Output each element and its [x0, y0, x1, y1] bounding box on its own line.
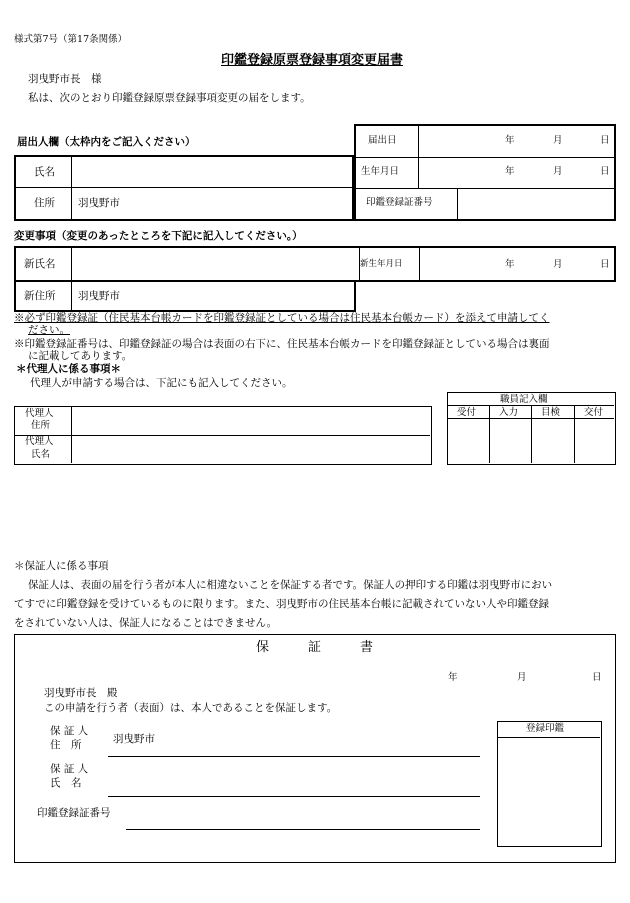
addressee: 羽曳野市長 様	[28, 73, 102, 85]
seal-label: 登録印鑑	[526, 723, 565, 734]
note-1-line-2: ださい。	[28, 324, 70, 336]
form-number: 様式第7号（第17条関係）	[14, 34, 128, 45]
guarantor-name-label-2: 氏 名	[50, 777, 82, 789]
agent-name-label-1: 代理人	[25, 436, 54, 447]
guarantor-address-label-2: 住 所	[50, 739, 82, 751]
guarantor-text-line-2: てすでに印鑑登録を受けているものに限ります。また、羽曳野市の住民基本台帳に記載されていない人や印鑑登録	[14, 598, 549, 610]
certificate-day: 日	[592, 672, 602, 683]
staff-heading: 職員記入欄	[500, 394, 548, 405]
agent-address-label-2: 住所	[31, 420, 51, 431]
agent-instruction: 代理人が申請する場合は、下記にも記入してください。	[30, 377, 293, 389]
guarantor-cert-no-label: 印鑑登録証番号	[37, 807, 111, 819]
date-month: 月	[553, 135, 563, 146]
note-2-line-1: ※印鑑登録証番号は、印鑑登録証の場合は表面の右下に、住民基本台帳カードを印鑑登録証としている場合は裏面	[14, 338, 550, 350]
new-address-label: 新住所	[24, 290, 56, 302]
certificate-title: 保 証 書	[256, 640, 374, 655]
staff-col-reception: 受付	[457, 407, 477, 418]
seal-area[interactable]	[499, 738, 600, 844]
new-name-field[interactable]	[72, 248, 354, 280]
name-field[interactable]	[72, 157, 352, 186]
agent-name-label-2: 氏名	[31, 449, 51, 460]
note-1-line-1: ※必ず印鑑登録証（住民基本台帳カードを印鑑登録証としている場合は住民基本台帳カード）を添えて申請してく	[14, 312, 550, 324]
certificate-addressee: 羽曳野市長 殿	[44, 687, 118, 699]
new-address-table	[14, 280, 356, 312]
guarantor-name-label-1: 保 証 人	[50, 763, 89, 775]
agent-heading: ＊代理人に係る事項＊	[16, 363, 121, 375]
guarantor-address-label-1: 保 証 人	[50, 725, 89, 737]
staff-col-input: 入力	[499, 407, 519, 418]
birth-label: 生年月日	[361, 166, 400, 177]
date-year: 年	[505, 135, 515, 146]
cert-no-label: 印鑑登録証番号	[366, 197, 433, 208]
certificate-statement: この申請を行う者（表面）は、本人であることを保証します。	[44, 702, 338, 714]
new-birth-month: 月	[553, 259, 563, 270]
birth-month: 月	[553, 166, 563, 177]
guarantor-cert-no-field[interactable]	[126, 800, 480, 828]
new-birth-year: 年	[505, 259, 515, 270]
certificate-month: 月	[517, 672, 527, 683]
agent-address-label-1: 代理人	[25, 408, 54, 419]
guarantor-heading: ＊保証人に係る事項	[14, 560, 109, 572]
guarantor-text-line-3: をされていない人は、保証人になることはできません。	[14, 617, 278, 629]
date-day: 日	[600, 135, 610, 146]
applicant-section-label: 届出人欄（太枠内をご記入ください）	[17, 136, 196, 148]
new-address-value[interactable]: 羽曳野市	[78, 290, 120, 302]
agent-address-field[interactable]	[72, 408, 430, 434]
certificate-year: 年	[448, 672, 458, 683]
guarantor-text-line-1: 保証人は、表面の届を行う者が本人に相違ないことを保証する者です。保証人の押印する印鑑は羽曳野市におい	[28, 579, 553, 591]
intro-text: 私は、次のとおり印鑑登録原票登録事項変更の届をします。	[28, 92, 311, 104]
date-label: 届出日	[368, 135, 397, 146]
new-birth-day: 日	[600, 259, 610, 270]
staff-col-check: 目検	[541, 407, 561, 418]
cert-no-field[interactable]	[458, 189, 614, 219]
form-title: 印鑑登録原票登録事項変更届書	[221, 53, 404, 68]
new-name-label: 新氏名	[24, 258, 56, 270]
new-birth-label: 新生年月日	[360, 259, 403, 269]
guarantor-address-value[interactable]: 羽曳野市	[113, 733, 155, 745]
address-label: 住所	[34, 197, 55, 209]
guarantor-name-field[interactable]	[108, 765, 480, 795]
staff-col-issue: 交付	[584, 407, 604, 418]
agent-name-field[interactable]	[72, 436, 430, 463]
name-label: 氏名	[34, 166, 55, 178]
birth-day: 日	[600, 166, 610, 177]
address-value[interactable]: 羽曳野市	[78, 197, 120, 209]
note-2-line-2: に記載してあります。	[28, 350, 133, 362]
birth-year: 年	[505, 166, 515, 177]
changes-section-label: 変更事項（変更のあったところを下記に記入してください。）	[14, 230, 303, 242]
